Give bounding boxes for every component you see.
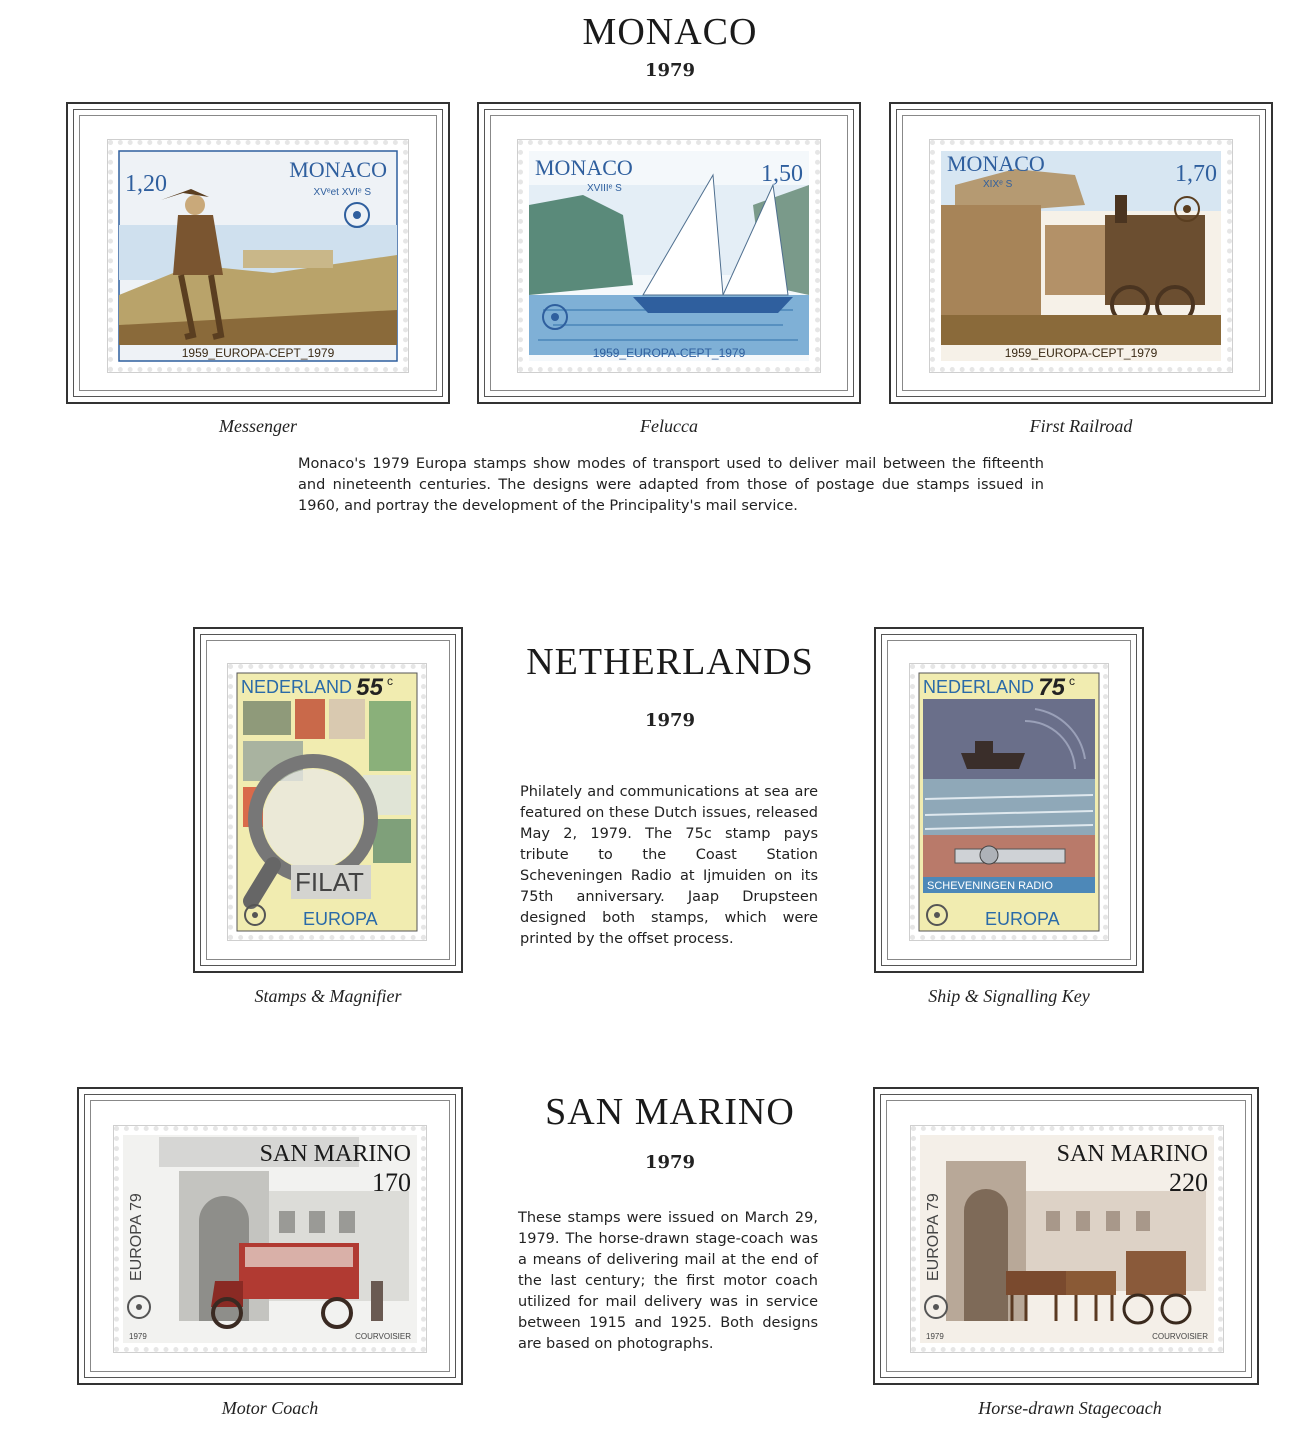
stamp-label: SCHEVENINGEN RADIO	[927, 880, 1053, 892]
stamp-country: MONACO	[535, 155, 633, 180]
stamp-unit: c	[387, 674, 393, 688]
stamp-footer: EUROPA	[303, 909, 378, 929]
stamp-footer: 1959_EUROPA-CEPT_1979	[592, 346, 746, 360]
stamp-country: NEDERLAND	[923, 677, 1035, 697]
stamp-horse-drawn-stagecoach[interactable]	[911, 1126, 1223, 1352]
stamp-value: 170	[372, 1168, 411, 1197]
stamp-unit: c	[1069, 674, 1075, 688]
motor-coach-artwork	[119, 1131, 421, 1347]
caption-horse-drawn-stagecoach: Horse-drawn Stagecoach	[978, 1398, 1162, 1418]
ship-key-artwork	[915, 669, 1103, 935]
stamp-footer: 1959_EUROPA-CEPT_1979	[181, 346, 335, 360]
stamp-printer: COURVOISIER	[1152, 1332, 1208, 1341]
stamp-messenger[interactable]	[108, 140, 408, 372]
stamp-footer: EUROPA	[985, 909, 1060, 929]
stamp-era: XVᵉet XVIᵉ S	[313, 187, 371, 198]
stamp-side-text: EUROPA 79	[128, 1193, 145, 1281]
stamp-country: NEDERLAND	[241, 677, 353, 697]
caption-ship-signalling-key: Ship & Signalling Key	[928, 986, 1090, 1006]
caption-felucca: Felucca	[640, 416, 698, 436]
stamp-first-railroad[interactable]	[930, 140, 1232, 372]
netherlands-description: Philately and communications at sea are featured on these Dutch issues, released May 2, 1979. The 75c stamp pays tribute to the Coast Station Scheveningen Radio at Ijmuiden on its 75th anniversary. Jaap Drupsteen designed both stamps, which were printed by the offset process.	[520, 784, 818, 947]
stagecoach-artwork	[916, 1131, 1218, 1347]
magnifier-artwork	[233, 669, 421, 935]
stamp-country: MONACO	[289, 157, 387, 182]
sanmarino-description: These stamps were issued on March 29, 1979. The horse-drawn stage-coach was a means of delivering mail at the end of the last century; the first motor coach utilized for mail delivery was in service between 1915 and 1925. Both designs are based on photographs.	[518, 1210, 818, 1352]
netherlands-title: NETHERLANDS	[526, 641, 814, 683]
stamp-footer: 1959_EUROPA-CEPT_1979	[1004, 346, 1158, 360]
stamp-value: 1,20	[125, 171, 167, 197]
stamp-value: 1,50	[761, 161, 803, 187]
stamp-era: XIXᵉ S	[983, 179, 1013, 190]
stamp-era: XVIIIᵉ S	[587, 183, 622, 194]
felucca-artwork	[523, 145, 815, 367]
stamp-inner-text: FILAT	[295, 867, 364, 897]
stamp-ship-signalling-key[interactable]	[910, 664, 1108, 940]
messenger-artwork	[113, 145, 403, 367]
railroad-artwork	[935, 145, 1227, 367]
stamp-value: 1,70	[1175, 161, 1217, 187]
caption-stamps-magnifier: Stamps & Magnifier	[254, 986, 402, 1006]
stamp-small-year: 1979	[926, 1332, 944, 1341]
stamp-side-text: EUROPA 79	[925, 1193, 942, 1281]
monaco-description: Monaco's 1979 Europa stamps show modes of transport used to deliver mail between the fifteenth and nineteenth centuries. The designs were adapted from those of postage due stamps issued in 1960, and portray the development of the Principality's mail service.	[298, 456, 1044, 514]
stamp-country: SAN MARINO	[259, 1141, 411, 1167]
sanmarino-year: 1979	[644, 1152, 696, 1173]
stamp-country: SAN MARINO	[1056, 1141, 1208, 1167]
caption-messenger: Messenger	[219, 416, 297, 436]
sanmarino-title: SAN MARINO	[545, 1091, 795, 1133]
netherlands-year: 1979	[644, 710, 696, 731]
stamp-small-year: 1979	[129, 1332, 147, 1341]
stamp-country: MONACO	[947, 151, 1045, 176]
caption-first-railroad: First Railroad	[1029, 416, 1133, 436]
stamp-value: 75	[1038, 674, 1065, 701]
caption-motor-coach: Motor Coach	[221, 1398, 319, 1418]
stamp-printer: COURVOISIER	[355, 1332, 411, 1341]
stamp-felucca[interactable]	[518, 140, 820, 372]
monaco-title: MONACO	[582, 11, 758, 53]
stamp-value: 220	[1169, 1168, 1208, 1197]
stamp-stamps-magnifier[interactable]	[228, 664, 426, 940]
monaco-year: 1979	[644, 60, 696, 81]
stamp-value: 55	[356, 674, 383, 701]
stamp-motor-coach[interactable]	[114, 1126, 426, 1352]
